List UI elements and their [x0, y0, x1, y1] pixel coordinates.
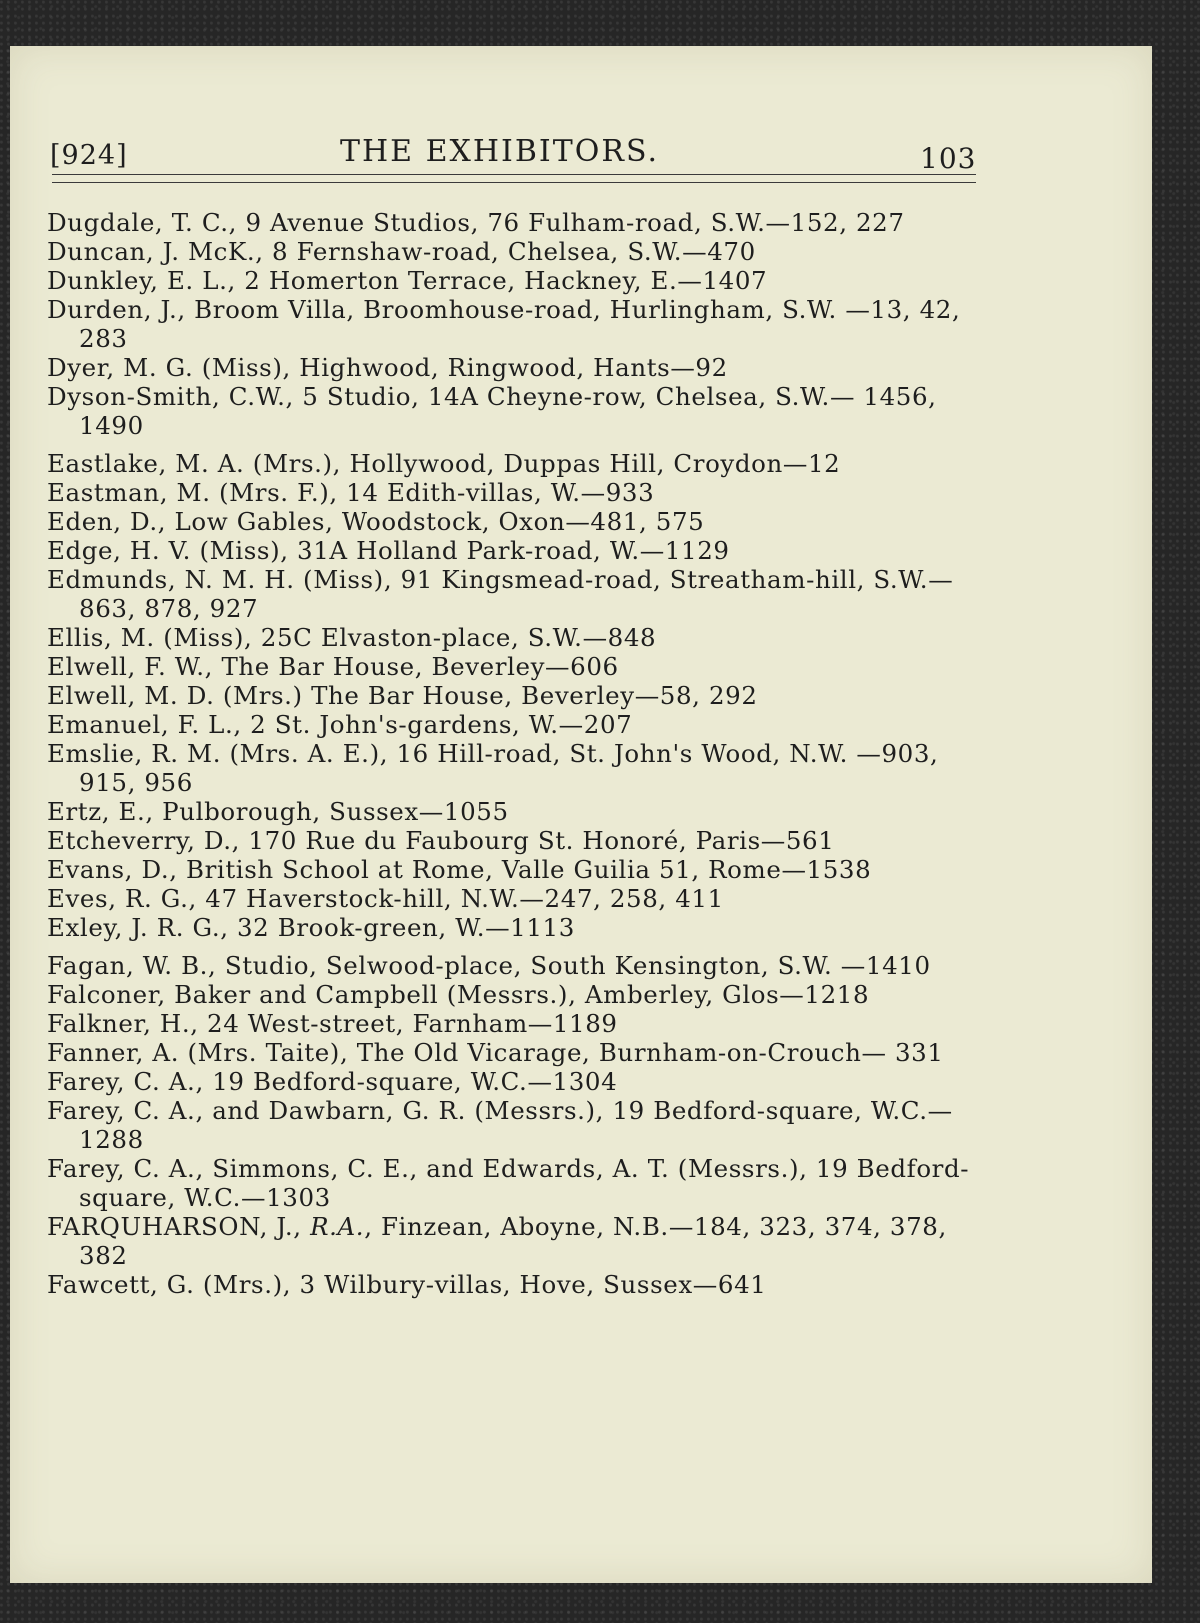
exhibitor-entry: Dyson-Smith, C.W., 5 Studio, 14A Cheyne-row, Chelsea, S.W.— 1456, 1490 — [47, 382, 945, 440]
exhibitor-entry: Eastman, M. (Mrs. F.), 14 Edith-villas, W.—933 — [47, 478, 655, 507]
page-header — [10, 134, 1152, 174]
exhibitor-entry: Ertz, E., Pulborough, Sussex—1055 — [47, 797, 509, 826]
exhibitor-entry: Edge, H. V. (Miss), 31A Holland Park-road, W.—1129 — [47, 536, 730, 565]
exhibitor-entry: Farey, C. A., Simmons, C. E., and Edwards, A. T. (Messrs.), 19 Bedford-square, W.C.—1303 — [47, 1154, 970, 1212]
exhibitor-entry: Farey, C. A., and Dawbarn, G. R. (Messrs.), 19 Bedford-square, W.C.—1288 — [47, 1096, 953, 1154]
header-rule-bottom — [52, 182, 976, 183]
exhibitor-entry: Eves, R. G., 47 Haverstock-hill, N.W.—247, 258, 411 — [47, 884, 724, 913]
exhibitor-entry: Duncan, J. McK., 8 Fernshaw-road, Chelsea, S.W.—470 — [47, 237, 756, 266]
exhibitor-entry: Eden, D., Low Gables, Woodstock, Oxon—481, 575 — [47, 507, 705, 536]
exhibitor-entry: Dugdale, T. C., 9 Avenue Studios, 76 Fulham-road, S.W.—152, 227 — [47, 208, 905, 237]
exhibitor-entry: Emanuel, F. L., 2 St. John's-gardens, W.—207 — [47, 710, 633, 739]
exhibitor-title: R.A. — [310, 1212, 365, 1241]
exhibitor-entry: Dunkley, E. L., 2 Homerton Terrace, Hackney, E.—1407 — [47, 266, 768, 295]
exhibitor-entry: Edmunds, N. M. H. (Miss), 91 Kingsmead-road, Streatham-hill, S.W.—863, 878, 927 — [47, 565, 954, 623]
page-number: 103 — [920, 142, 977, 175]
exhibitor-entry: Falconer, Baker and Campbell (Messrs.), Amberley, Glos—1218 — [47, 980, 870, 1009]
exhibitor-entry: Etcheverry, D., 170 Rue du Faubourg St. Honoré, Paris—561 — [47, 826, 835, 855]
exhibitor-entry: Emslie, R. M. (Mrs. A. E.), 16 Hill-road, St. John's Wood, N.W. —903, 915, 956 — [47, 739, 947, 797]
exhibitor-entry-farquharson — [47, 1212, 977, 1270]
page-title: THE EXHIBITORS. — [340, 134, 659, 169]
book-page — [10, 46, 1152, 1583]
exhibitor-entry: Fagan, W. B., Studio, Selwood-place, South Kensington, S.W. —1410 — [47, 951, 931, 980]
exhibitor-entry: Ellis, M. (Miss), 25C Elvaston-place, S.W.—848 — [47, 623, 657, 652]
exhibitor-list — [47, 208, 977, 1299]
exhibitor-entry: Elwell, F. W., The Bar House, Beverley—606 — [47, 652, 619, 681]
exhibitor-entry: Fanner, A. (Mrs. Taite), The Old Vicarage, Burnham-on-Crouch— 331 — [47, 1038, 944, 1067]
header-rule-top — [52, 174, 976, 175]
exhibitor-entry: Falkner, H., 24 West-street, Farnham—1189 — [47, 1009, 618, 1038]
exhibitor-entry: Farey, C. A., 19 Bedford-square, W.C.—1304 — [47, 1067, 618, 1096]
exhibitor-entry: Evans, D., British School at Rome, Valle Guilia 51, Rome—1538 — [47, 855, 872, 884]
exhibitor-entry: Fawcett, G. (Mrs.), 3 Wilbury-villas, Hove, Sussex—641 — [47, 1270, 767, 1299]
exhibitor-entry: Eastlake, M. A. (Mrs.), Hollywood, Duppas Hill, Croydon—12 — [47, 449, 841, 478]
exhibitor-entry: Exley, J. R. G., 32 Brook-green, W.—1113 — [47, 913, 575, 942]
exhibitor-entry: Durden, J., Broom Villa, Broomhouse-road, Hurlingham, S.W. —13, 42, 283 — [47, 295, 969, 353]
exhibitor-entry: Elwell, M. D. (Mrs.) The Bar House, Beverley—58, 292 — [47, 681, 758, 710]
exhibitor-name: FARQUHARSON, J., — [47, 1212, 311, 1241]
exhibitor-entry: Dyer, M. G. (Miss), Highwood, Ringwood, Hants—92 — [47, 353, 728, 382]
catalogue-year-marker: [924] — [50, 140, 128, 171]
exhibitor-details: , Finzean, Aboyne, N.B.—184, 323, 374, 378, 382 — [79, 1212, 956, 1270]
